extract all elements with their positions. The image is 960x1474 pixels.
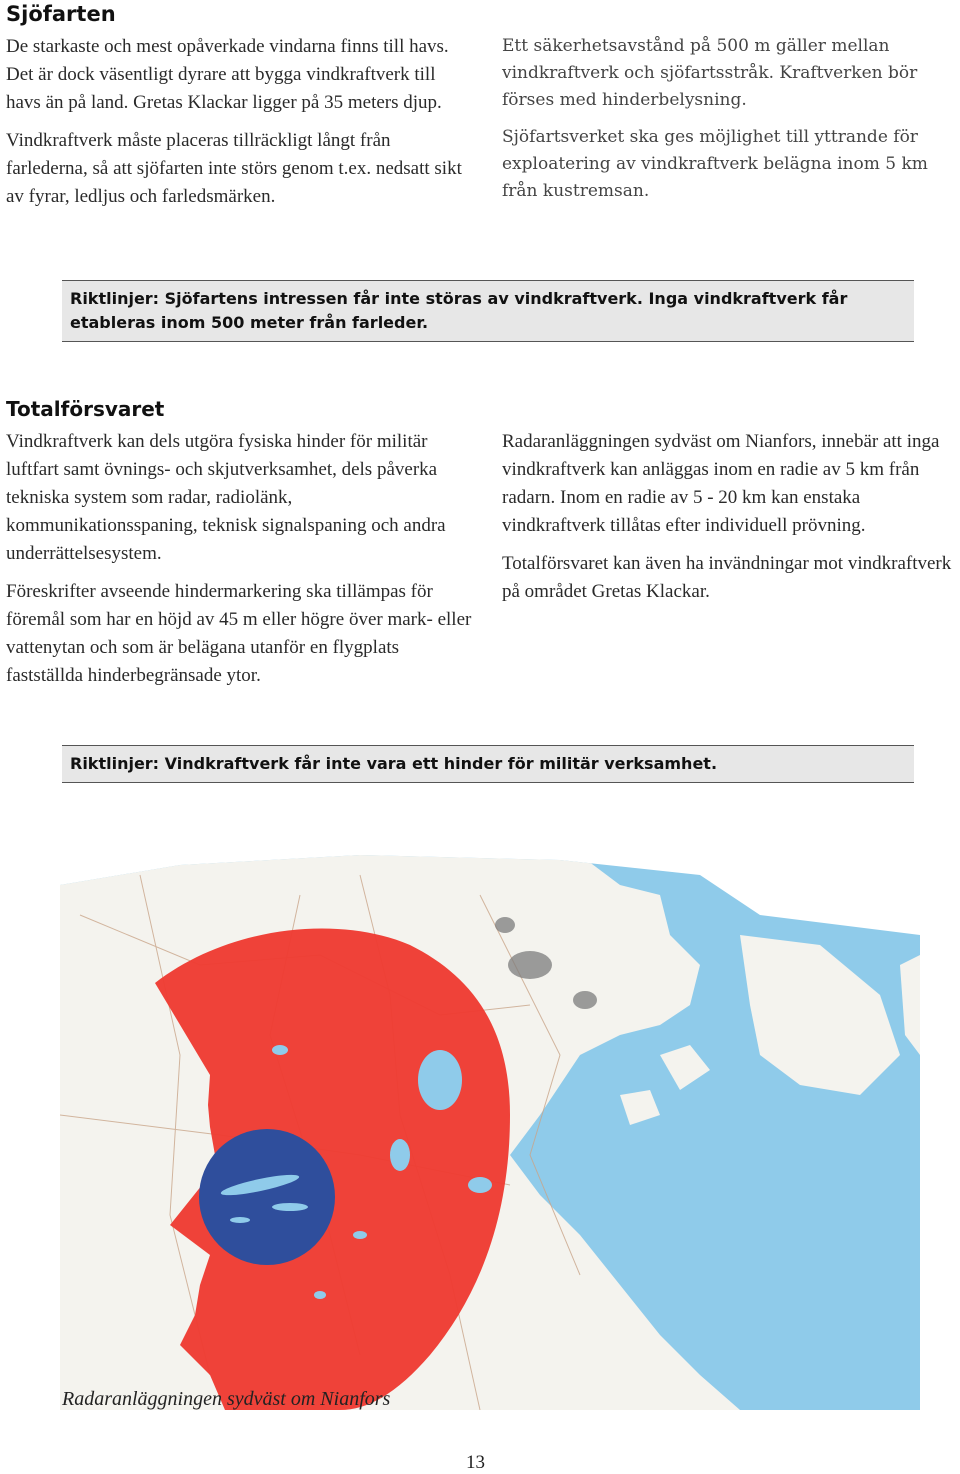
- paragraph: De starkaste och mest opåverkade vindarna finns till havs. Det är dock väsentligt dyrare att bygga vindkraftverk till havs än på land. Gretas Klackar ligger på 35 meters djup.: [6, 36, 449, 113]
- sjofarten-right-column: [502, 33, 960, 215]
- radar-zone-5km: [199, 1129, 335, 1265]
- page-number: 13: [466, 1452, 485, 1473]
- paragraph: Vindkraftverk måste placeras tillräckligt långt från farlederna, så att sjöfarten inte störs genom t.ex. nedsatt sikt av fyrar, ledljus och farledsmärken.: [6, 130, 462, 207]
- totalforsvaret-right-column: [502, 428, 960, 616]
- totalforsvaret-left-column: [6, 428, 476, 700]
- section-heading-sjofarten: Sjöfarten: [6, 2, 116, 26]
- paragraph: Totalförsvaret kan även ha invändningar mot vindkraftverk på området Gretas Klackar.: [502, 553, 952, 602]
- paragraph: Radaranläggningen sydväst om Nianfors, innebär att inga vindkraftverk kan anläggas inom en radie av 5 km från radarn. Inom en radie av 5 - 20 km kan enstaka vindkraftverk tillåtas efter individuell prövning.: [502, 431, 940, 536]
- paragraph: Sjöfartsverket ska ges möjlighet till yttrande för exploatering av vindkraftverk belägna inom 5 km från kustremsan.: [502, 127, 928, 201]
- guideline-text: Riktlinjer: Sjöfartens intressen får inte störas av vindkraftverk. Inga vindkraftverk får etableras inom 500 meter från farleder.: [70, 289, 848, 332]
- guideline-text: Riktlinjer: Vindkraftverk får inte vara ett hinder för militär verksamhet.: [70, 754, 718, 773]
- guideline-box-totalforsvaret: [62, 745, 914, 783]
- paragraph: Vindkraftverk kan dels utgöra fysiska hinder för militär luftfart samt övnings- och skjutverksamhet, dels påverka tekniska system som radar, radiolänk, kommunikationsspaning, teknisk signalspaning och andra underrättelsesystem.: [6, 431, 446, 564]
- sjofarten-left-column: [6, 33, 466, 221]
- map-caption: Radaranläggningen sydväst om Nianfors: [62, 1388, 391, 1410]
- guideline-box-sjofarten: [62, 280, 914, 342]
- paragraph: Ett säkerhetsavstånd på 500 m gäller mellan vindkraftverk och sjöfartsstråk. Kraftverken bör förses med hinderbelysning.: [502, 36, 918, 110]
- paragraph: Föreskrifter avseende hindermarkering ska tillämpas för föremål som har en höjd av 45 m eller högre över mark- eller vattenytan och som är belägana utanför en flygplats fastställda hinderbegränsade ytor.: [6, 581, 472, 686]
- radar-zone-map: [60, 855, 920, 1410]
- section-heading-totalforsvaret: Totalförsvaret: [6, 397, 165, 421]
